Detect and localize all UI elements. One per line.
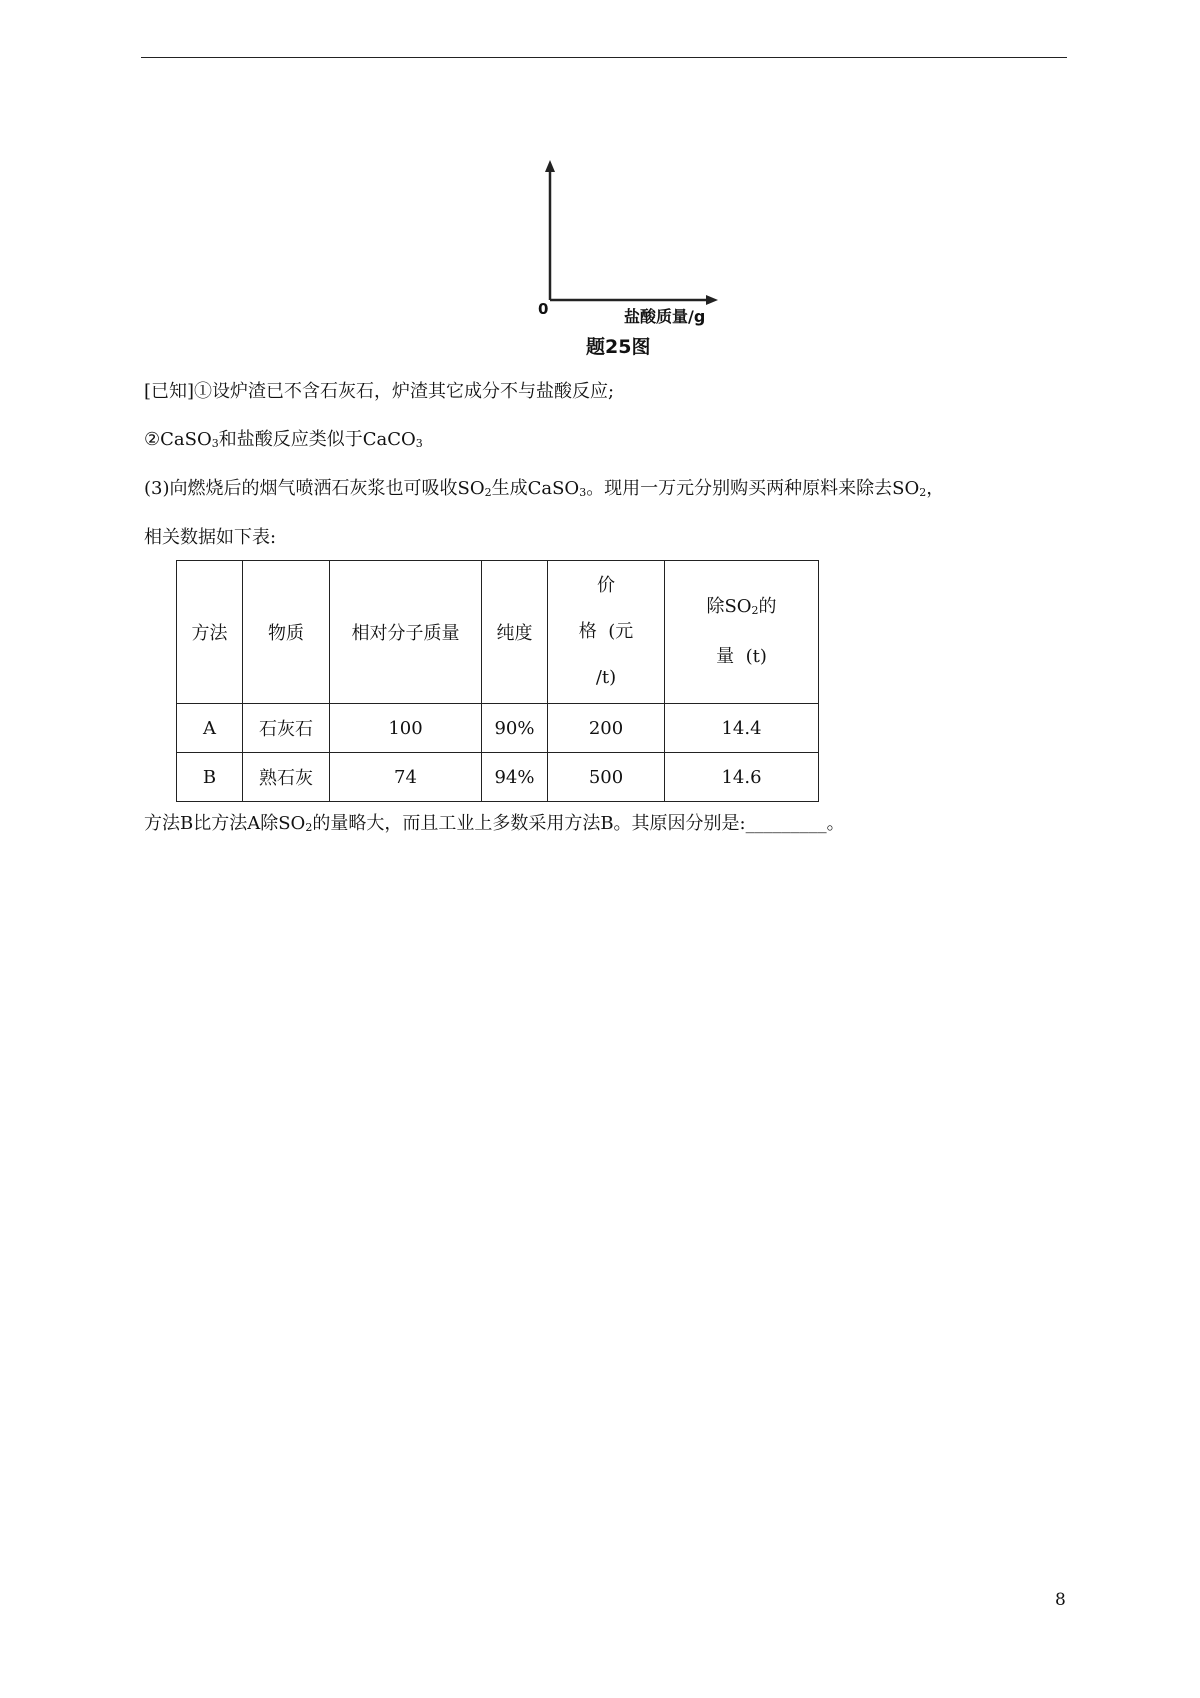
table-row	[177, 753, 819, 802]
figure-25	[520, 160, 730, 360]
question-3-line-1: (3)向燃烧后的烟气喷洒石灰浆也可吸收SO2生成CaSO3。现用一万元分别购买两种原料来除去SO2，	[144, 478, 945, 499]
cell-method: B	[177, 753, 243, 802]
header-molar-mass: 相对分子质量	[330, 561, 482, 704]
axis-origin-label: 0	[538, 300, 549, 318]
cell-molar-mass: 100	[330, 704, 482, 753]
data-table	[176, 560, 819, 802]
cell-purity: 90%	[482, 704, 548, 753]
cell-purity: 94%	[482, 753, 548, 802]
cell-removal: 14.4	[665, 704, 819, 753]
page-number: 8	[1055, 1590, 1066, 1610]
table-row	[177, 704, 819, 753]
cell-substance: 熟石灰	[243, 753, 330, 802]
conclusion-line: 方法B比方法A除SO2的量略大，而且工业上多数采用方法B。其原因分别是:_________。	[144, 813, 845, 834]
question-3-line-2: 相关数据如下表:	[144, 527, 277, 548]
header-rule	[141, 57, 1067, 58]
cell-removal: 14.6	[665, 753, 819, 802]
header-price: 价 格 (元 /t)	[548, 561, 665, 704]
table-header-row	[177, 561, 819, 704]
cell-price: 200	[548, 704, 665, 753]
cell-molar-mass: 74	[330, 753, 482, 802]
figure-caption: 题25图	[586, 336, 651, 358]
header-substance: 物质	[243, 561, 330, 704]
known-line-1: [已知]①设炉渣已不含石灰石，炉渣其它成分不与盐酸反应;	[144, 381, 615, 402]
header-method: 方法	[177, 561, 243, 704]
cell-substance: 石灰石	[243, 704, 330, 753]
x-axis-label: 盐酸质量/g	[624, 307, 706, 326]
known-line-2: ②CaSO3和盐酸反应类似于CaCO3	[144, 429, 423, 450]
cell-price: 500	[548, 753, 665, 802]
cell-method: A	[177, 704, 243, 753]
header-removal: 除SO2的 量 (t)	[665, 561, 819, 704]
header-purity: 纯度	[482, 561, 548, 704]
